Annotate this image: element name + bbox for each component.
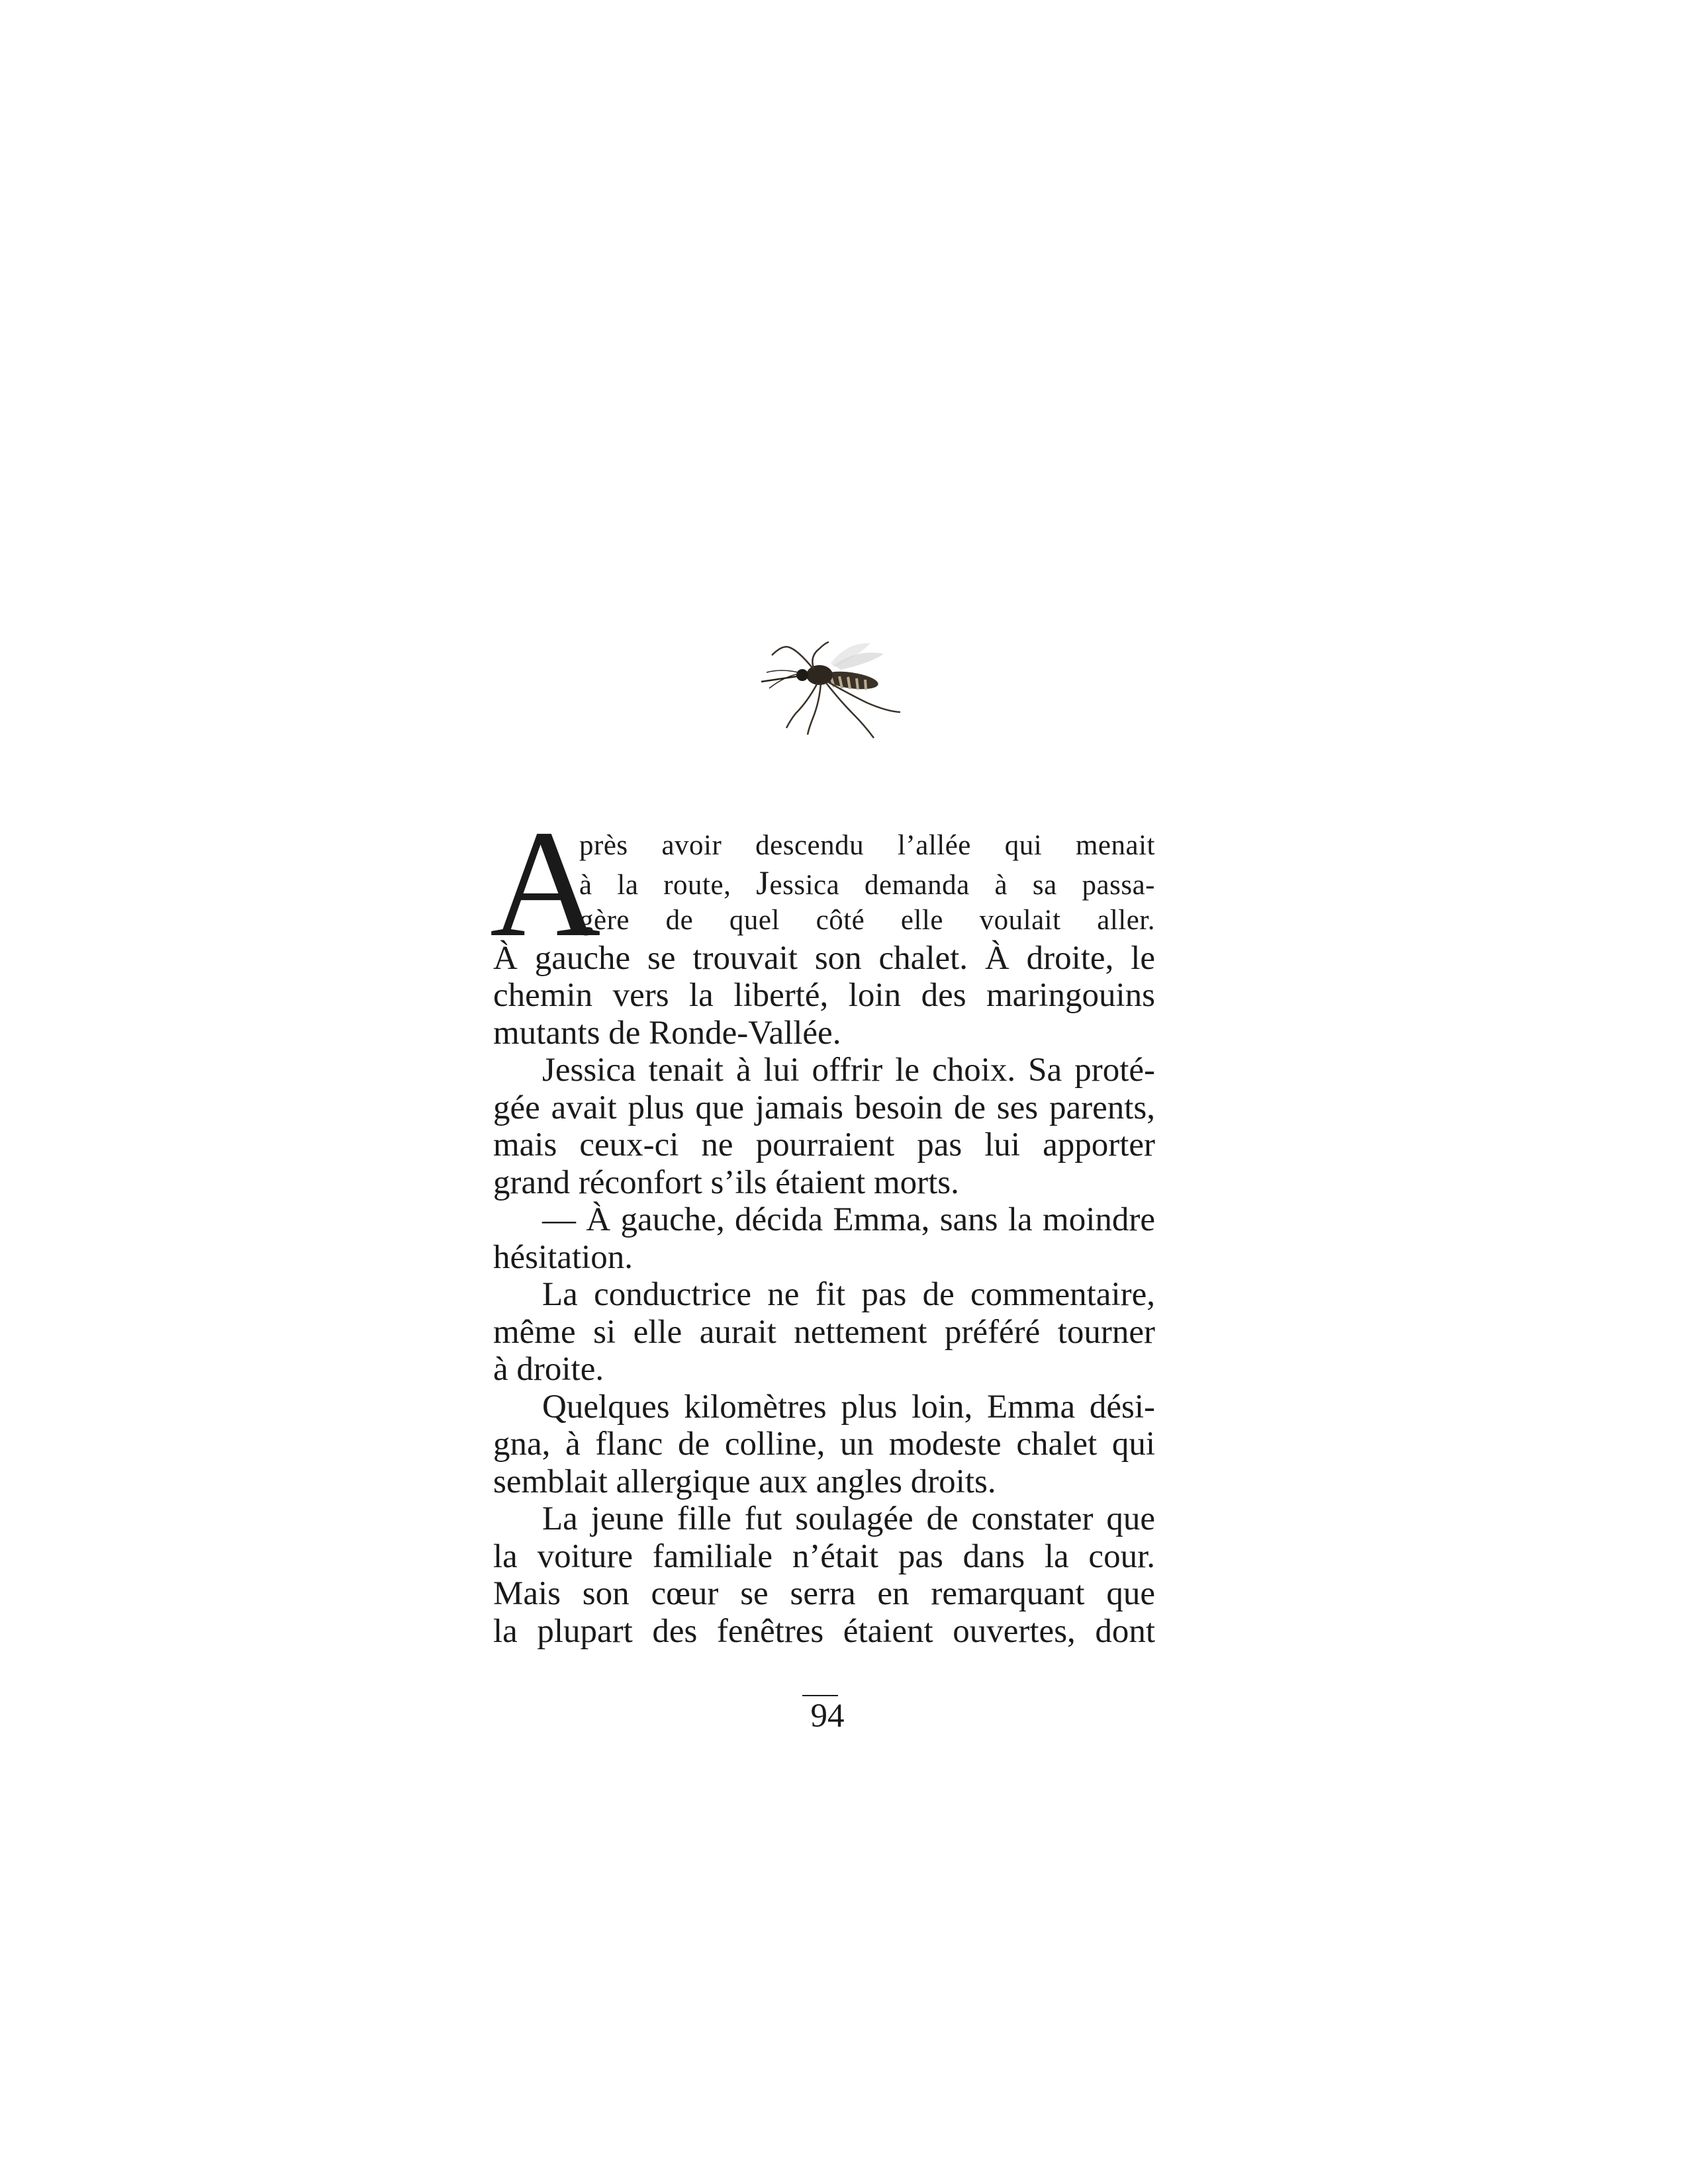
text-line: chemin vers la liberté, loin des maringouins — [493, 977, 1155, 1014]
text-line: la voiture familiale n’était pas dans la cour. — [493, 1537, 1155, 1575]
chapter-text — [490, 799, 1155, 1650]
page-number: 94 — [810, 1698, 845, 1735]
text-line: même si elle aurait nettement préféré tourner — [493, 1313, 1155, 1351]
text-line: mutants de Ronde-Vallée. — [493, 1014, 841, 1052]
text-line: La jeune fille fut soulagée de constater que — [542, 1500, 1155, 1537]
text-line: la plupart des fenêtres étaient ouvertes, dont — [493, 1612, 1155, 1650]
text-line: gna, à flanc de colline, un modeste chalet qui — [493, 1426, 1155, 1463]
text-line: à droite. — [493, 1351, 604, 1388]
text-line: gée avait plus que jamais besoin de ses parents, — [493, 1089, 1155, 1126]
page-number-rule — [802, 1695, 838, 1696]
text-line: À gauche se trouvait son chalet. À droite, le — [493, 939, 1155, 977]
text-line: grand réconfort s’ils étaient morts. — [493, 1163, 959, 1201]
text-line: Mais son cœur se serra en remarquant que — [493, 1575, 1155, 1612]
text-line: gère de quel côté elle voulait aller. — [579, 905, 1155, 936]
text-line: près avoir descendu l’allée qui menait — [579, 830, 1155, 861]
drop-cap: A — [490, 799, 601, 969]
text-line: La conductrice ne fit pas de commentaire, — [542, 1276, 1155, 1313]
text-line: à la route, Jessica demanda à sa passa- — [579, 864, 1155, 902]
text-line: Quelques kilomètres plus loin, Emma dési- — [542, 1388, 1155, 1426]
text-line: — À gauche, décida Emma, sans la moindre — [542, 1201, 1155, 1238]
text-line: Jessica tenait à lui offrir le choix. Sa proté- — [542, 1052, 1155, 1089]
text-line: hésitation. — [493, 1238, 633, 1276]
mosquito-icon — [735, 629, 920, 741]
text-line: semblait allergique aux angles droits. — [493, 1463, 996, 1500]
text-line: mais ceux-ci ne pourraient pas lui apporter — [493, 1126, 1155, 1163]
